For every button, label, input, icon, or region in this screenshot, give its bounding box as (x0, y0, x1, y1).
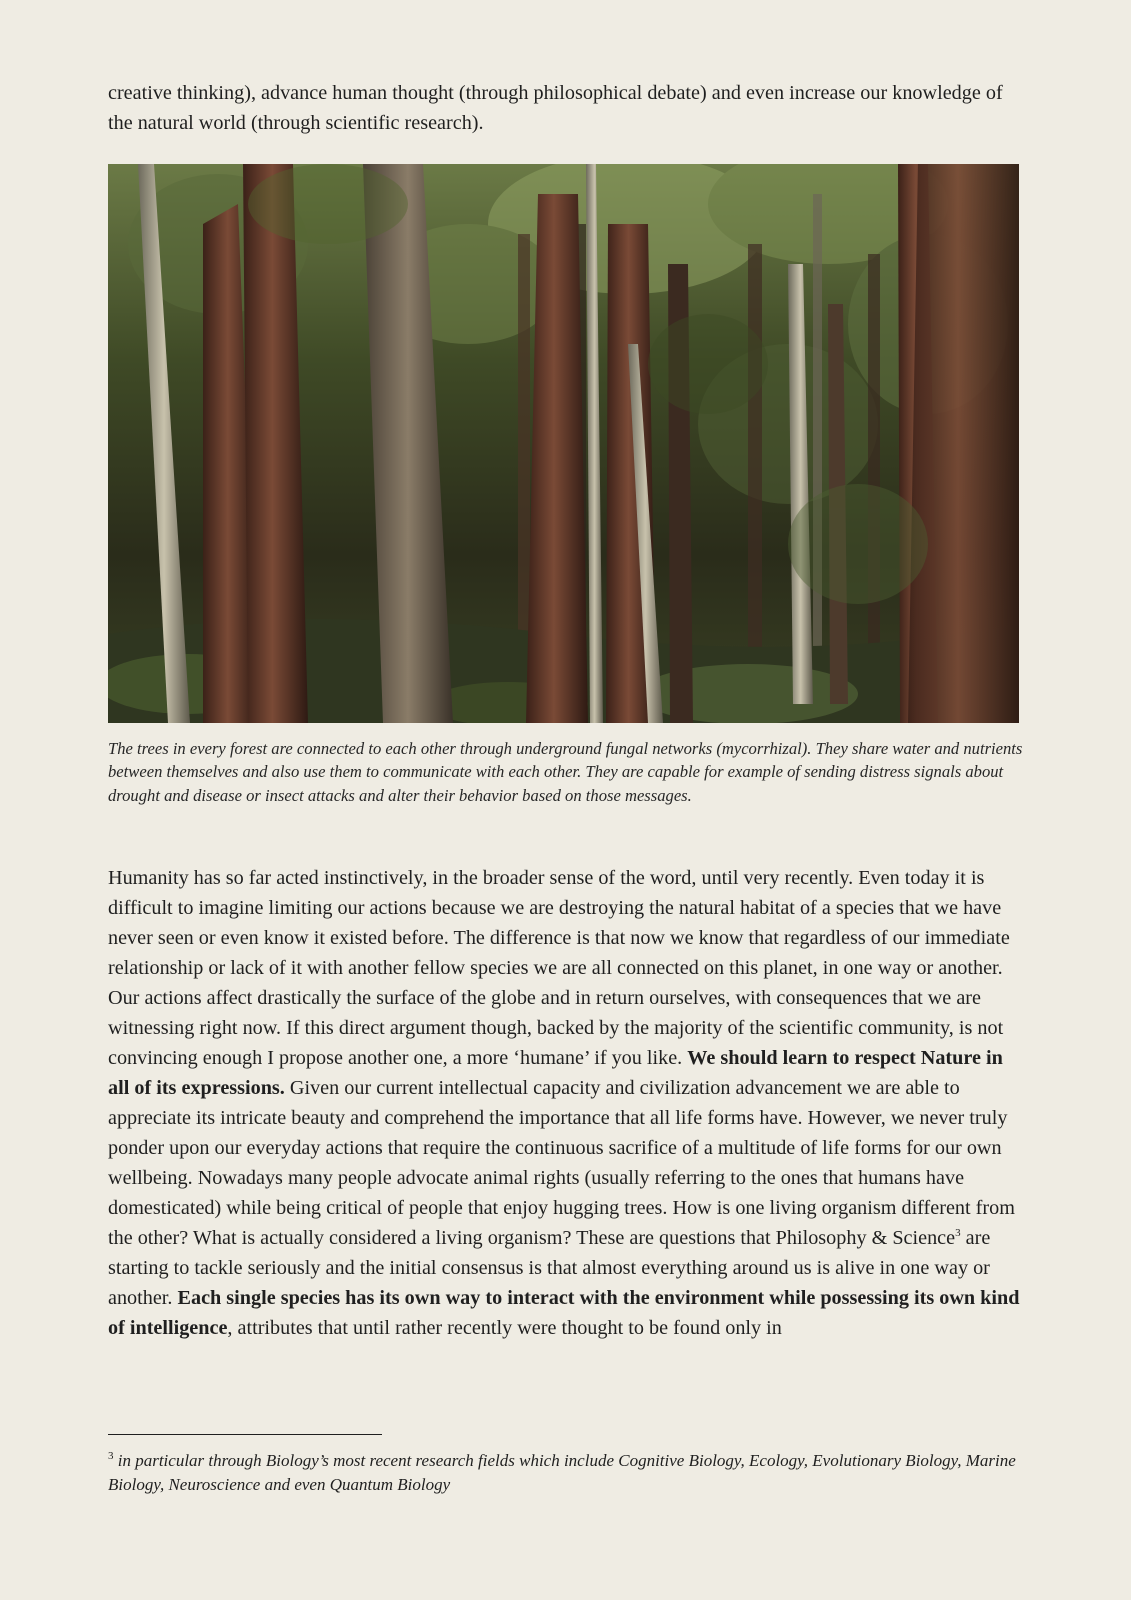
photo-caption: The trees in every forest are connected to each other through underground fungal networks (mycorrhizal). They share water and nutrients between themselves and also use them to communicate with each other. They are capable for example of sending distress signals about drought and disease or insect attacks and alter their behavior based on those messages. (108, 739, 1023, 805)
footnote-text: in particular through Biology’s most recent research fields which include Cognitive Biology, Ecology, Evolutionary Biology, Marine Biology, Neuroscience and even Quantum Biology (108, 1451, 1016, 1494)
body-text-part1: Humanity has so far acted instinctively, in the broader sense of the word, until very recently. Even today it is difficult to imagine limiting our actions because we are destroying the natural habitat of a species that we have never seen or even know it existed before. The difference is that now we know that regardless of our immediate relationship or lack of it with another fellow species we are all connected on this planet, in one way or another. Our actions affect drastically the surface of the globe and in return ourselves, with consequences that we are witnessing right now. If this direct argument though, backed by the majority of the scientific community, is not convincing enough I propose another one, a more ‘humane’ if you like. (108, 867, 1010, 1069)
intro-paragraph: creative thinking), advance human thought (through philosophical debate) and even increase our knowledge of the natural world (through scientific research). (108, 82, 1003, 134)
body-text-part3: are starting to tackle seriously and the initial consensus is that almost everything around us is alive in one way or another. (108, 1227, 991, 1309)
footnote-divider (108, 1434, 382, 1435)
body-text-part4: , attributes that until rather recently were thought to be found only in (227, 1317, 782, 1339)
footnote-reference[interactable]: 3 (955, 1227, 961, 1239)
body-bold-statement-1: We should learn to respect Nature in all of its expressions. (108, 1047, 1003, 1099)
body-paragraph (108, 863, 1023, 1343)
footnote (108, 1449, 1023, 1496)
forest-photo (108, 164, 1019, 723)
body-text-part2: Given our current intellectual capacity and civilization advancement we are able to appreciate its intricate beauty and comprehend the importance that all life forms have. However, we never truly ponder upon our everyday actions that require the continuous sacrifice of a multitude of life forms for our own wellbeing. Nowadays many people advocate animal rights (usually referring to the ones that humans have domesticated) while being critical of people that enjoy hugging trees. How is one living organism different from the other? What is actually considered a living organism? These are questions that Philosophy & Science (108, 1077, 1015, 1249)
body-bold-statement-2: Each single species has its own way to interact with the environment while possessing its own kind of intelligence (108, 1287, 1020, 1339)
footnote-marker: 3 (108, 1450, 114, 1462)
forest-photo-icon (108, 164, 1019, 723)
